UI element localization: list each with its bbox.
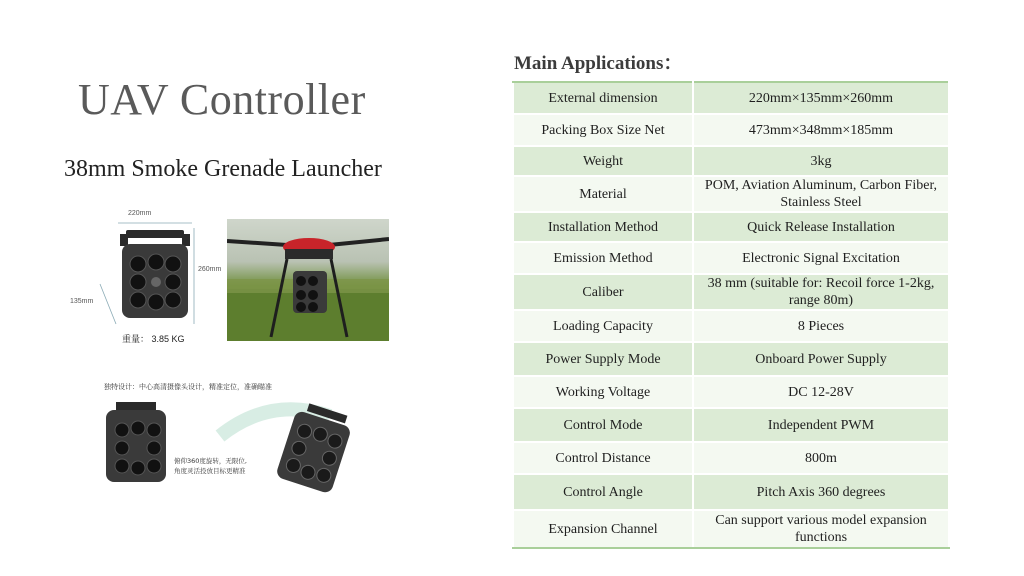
- gimbal-caption-side-line-1: 俯仰360度旋转，无限位,: [174, 457, 247, 465]
- gimbal-drawing: [100, 376, 370, 501]
- slide-subtitle: 38mm Smoke Grenade Launcher: [64, 156, 382, 182]
- gimbal-caption-side-line-2: 角度灵活投放目标更精准: [174, 467, 246, 475]
- spec-row: [513, 510, 949, 548]
- spec-value-cell: 800m: [693, 442, 949, 474]
- spec-row: [513, 242, 949, 274]
- spec-value-cell: 220mm×135mm×260mm: [693, 82, 949, 114]
- spec-row: [513, 342, 949, 376]
- launcher-dimension-figure: [70, 206, 220, 346]
- spec-key-cell: Control Angle: [513, 474, 693, 510]
- spec-value-cell: Can support various model expansion functions: [693, 510, 949, 548]
- spec-row: [513, 114, 949, 146]
- spec-key-cell: Control Distance: [513, 442, 693, 474]
- spec-key-cell: Packing Box Size Net: [513, 114, 693, 146]
- gimbal-caption-top: 独特设计：中心高清摄像头设计，精准定位，准确瞄准: [104, 383, 272, 391]
- spec-key-cell: Expansion Channel: [513, 510, 693, 548]
- spec-value-cell: Pitch Axis 360 degrees: [693, 474, 949, 510]
- spec-key-cell: Control Mode: [513, 408, 693, 442]
- spec-value-cell: Onboard Power Supply: [693, 342, 949, 376]
- spec-value-cell: 473mm×348mm×185mm: [693, 114, 949, 146]
- spec-value-cell: 38 mm (suitable for: Recoil force 1-2kg, range 80m): [693, 274, 949, 310]
- spec-row: [513, 474, 949, 510]
- spec-row: [513, 146, 949, 176]
- spec-key-cell: Working Voltage: [513, 376, 693, 408]
- width-dimension-label: 220mm: [128, 210, 152, 217]
- slide-title: UAV Controller: [78, 75, 366, 124]
- spec-value-cell: POM, Aviation Aluminum, Carbon Fiber, Stainless Steel: [693, 176, 949, 212]
- applications-heading: Main Applications：: [514, 53, 683, 74]
- gimbal-caption-side: [174, 456, 247, 476]
- spec-key-cell: Weight: [513, 146, 693, 176]
- specifications-table-body: [513, 82, 949, 548]
- spec-row: [513, 376, 949, 408]
- launcher-drawing: [70, 206, 220, 331]
- spec-key-cell: Installation Method: [513, 212, 693, 242]
- depth-dimension-label: 135mm: [70, 298, 94, 305]
- drone-photo: [227, 219, 389, 341]
- spec-value-cell: 8 Pieces: [693, 310, 949, 342]
- spec-value-cell: Quick Release Installation: [693, 212, 949, 242]
- spec-row: [513, 274, 949, 310]
- spec-value-cell: Electronic Signal Excitation: [693, 242, 949, 274]
- spec-key-cell: External dimension: [513, 82, 693, 114]
- spec-row: [513, 176, 949, 212]
- spec-row: [513, 310, 949, 342]
- spec-value-cell: Independent PWM: [693, 408, 949, 442]
- spec-row: [513, 82, 949, 114]
- gimbal-feature-figure: [100, 376, 370, 501]
- spec-key-cell: Power Supply Mode: [513, 342, 693, 376]
- spec-key-cell: Loading Capacity: [513, 310, 693, 342]
- spec-key-cell: Caliber: [513, 274, 693, 310]
- spec-row: [513, 408, 949, 442]
- spec-value-cell: 3kg: [693, 146, 949, 176]
- drone-illustration: [227, 219, 389, 341]
- spec-key-cell: Material: [513, 176, 693, 212]
- specifications-table: [512, 81, 950, 549]
- spec-row: [513, 442, 949, 474]
- spec-value-cell: DC 12-28V: [693, 376, 949, 408]
- spec-key-cell: Emission Method: [513, 242, 693, 274]
- weight-label: 重量： 3.85 KG: [122, 334, 185, 344]
- height-dimension-label: 260mm: [198, 266, 222, 273]
- spec-row: [513, 212, 949, 242]
